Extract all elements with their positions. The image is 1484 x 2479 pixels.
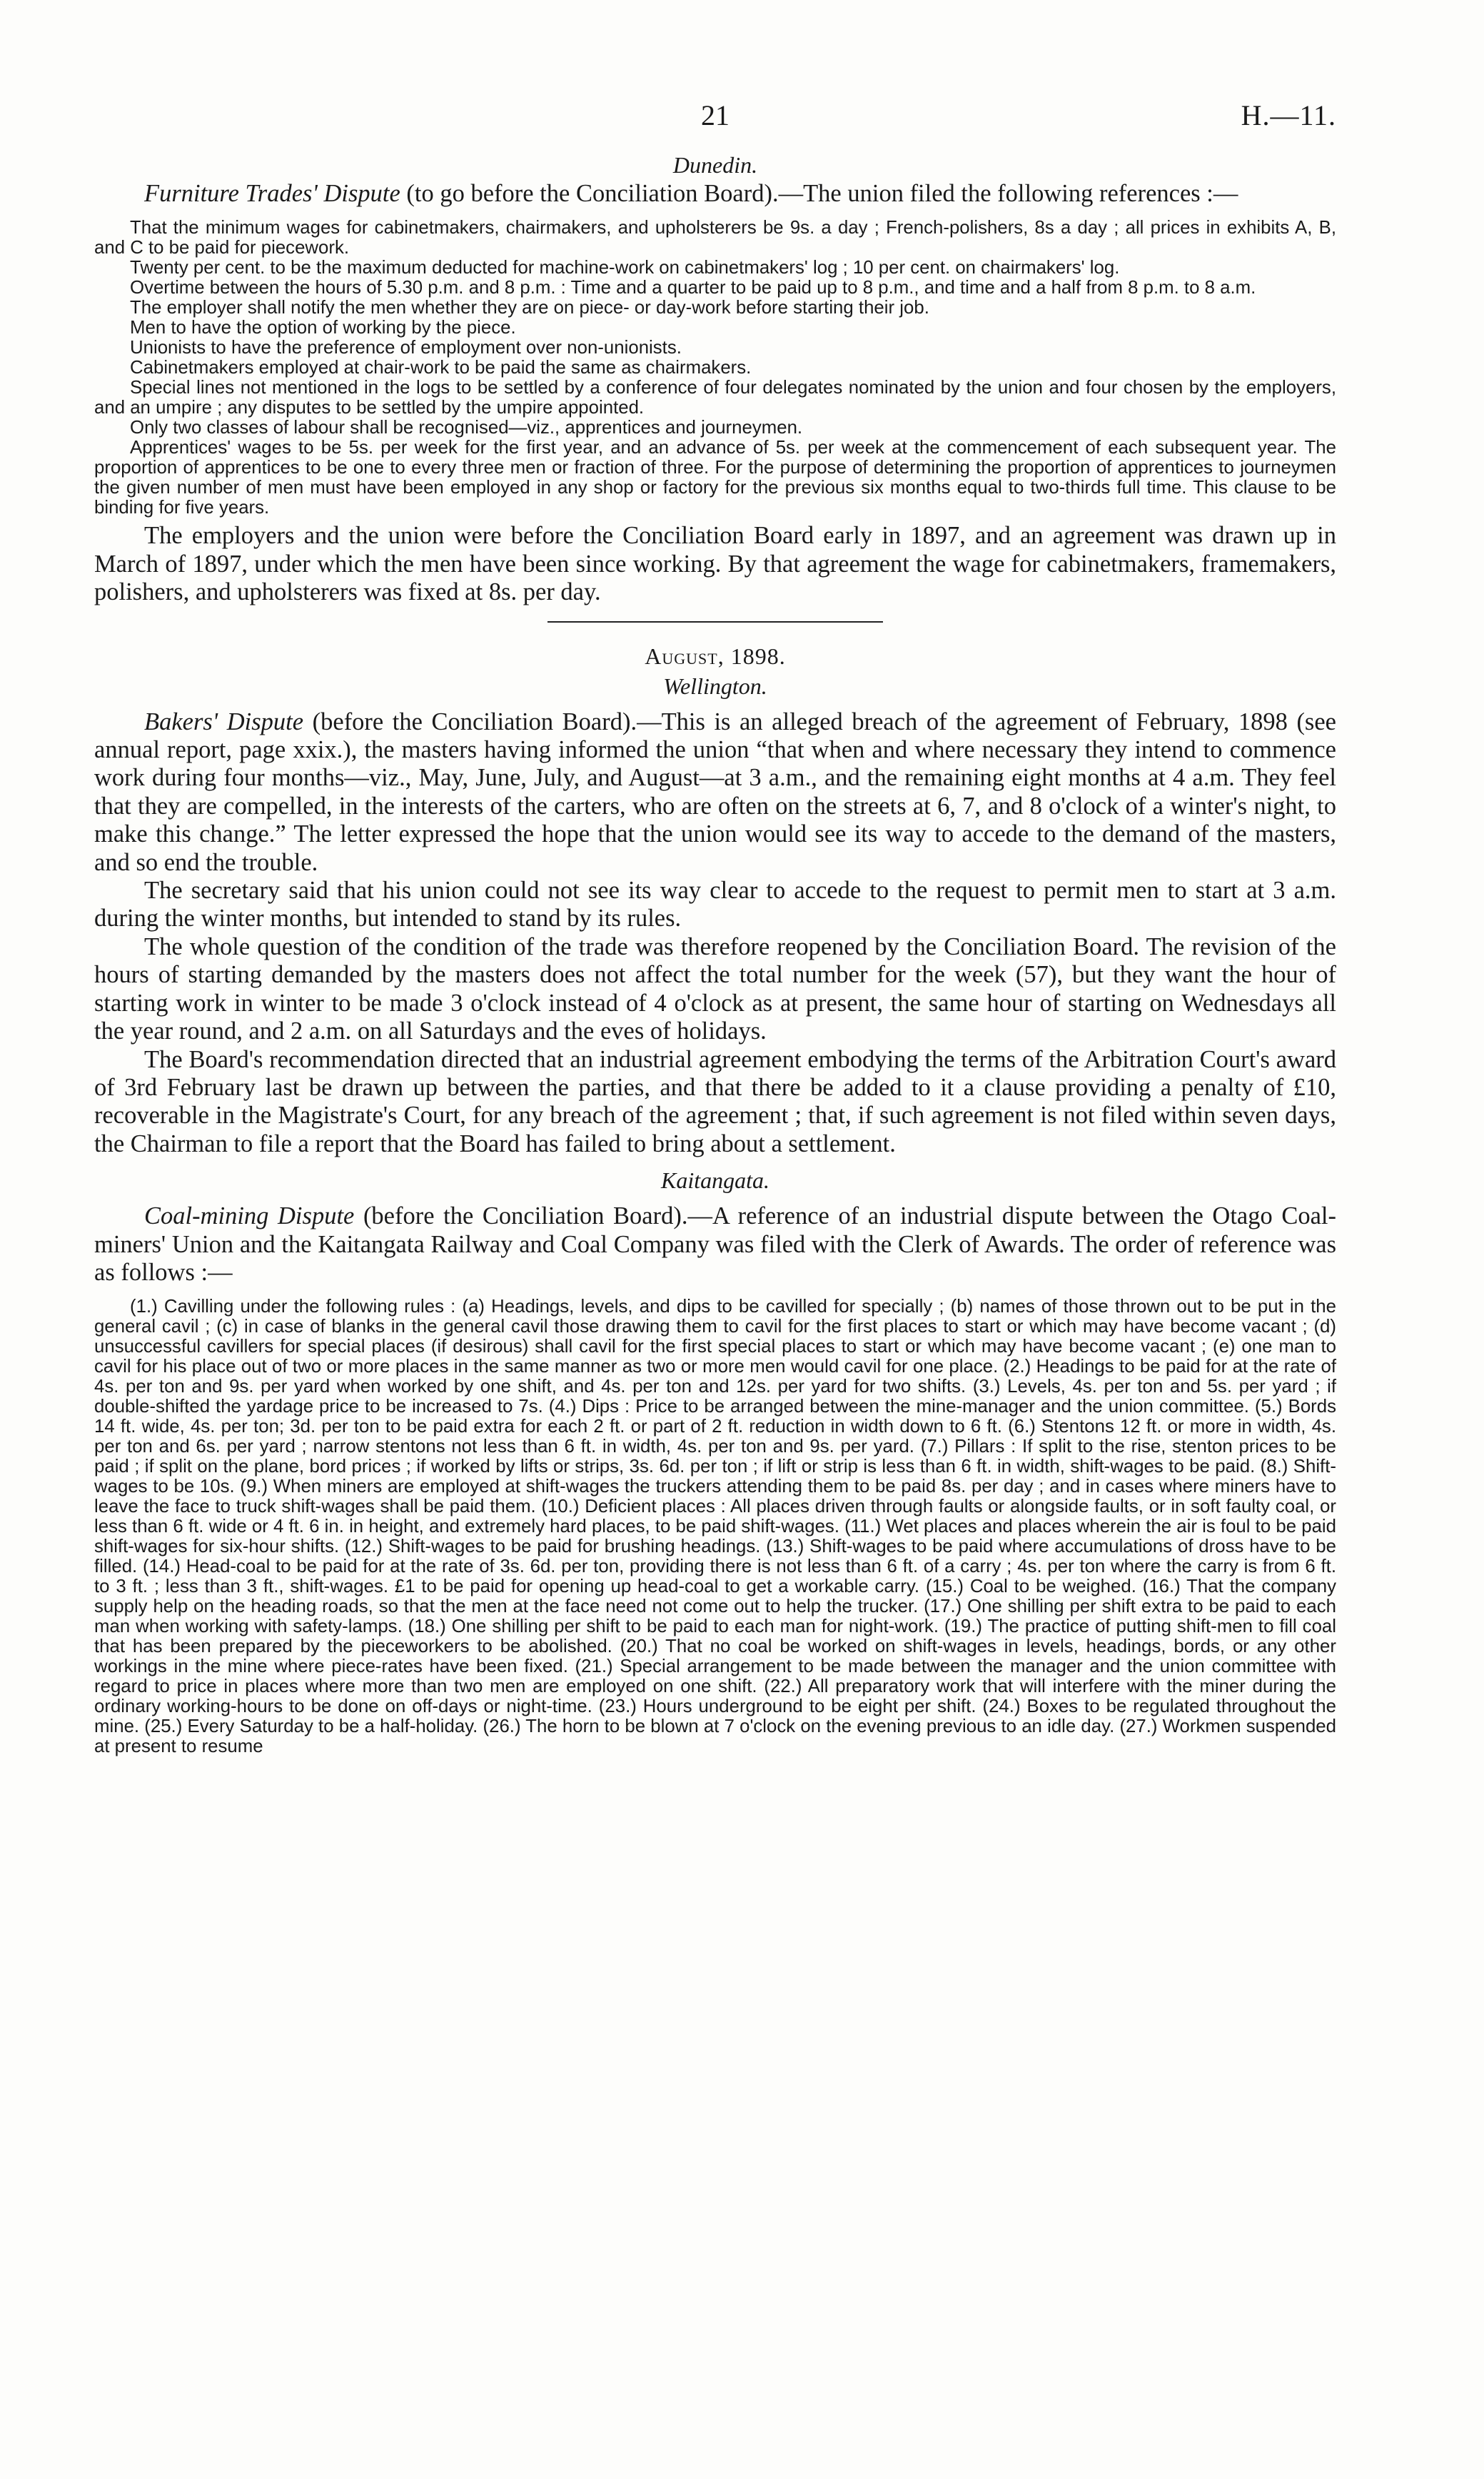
bakers-dispute-paragraph — [94, 708, 1336, 877]
reference-item: Apprentices' wages to be 5s. per week for the first year, and an advance of 5s. per week at the commencement of each subsequent year. The proportion of apprentices to be one to every three men or fraction of three. For the purpose of determining the proportion of apprentices to journeymen the given number of men must have been employed in any shop or factory for the previous six months equal to two-thirds full time. This clause to be binding for five years. — [94, 438, 1336, 518]
furniture-dispute-text: (to go before the Conciliation Board).—The union filed the following references :— — [400, 180, 1238, 207]
section-month-heading: August, 1898. — [645, 643, 786, 669]
bakers-dispute-label: Bakers' Dispute — [144, 708, 304, 735]
order-of-reference — [94, 1297, 1336, 1756]
furniture-dispute-label: Furniture Trades' Dispute — [144, 180, 400, 207]
section-place-wellington: Wellington. — [663, 673, 767, 699]
board-recommendation-paragraph: The Board's recommendation directed that an industrial agreement embodying the terms of the Arbitration Court's award of 3rd February last be drawn up between the parties, and that there be added to it a clause providing a penalty of £10, recoverable in the Magistrate's Court, for any breach of the agreement ; that, if such agreement is not filed within seven days, the Chairman to file a report that the Board has failed to bring about a settlement. — [94, 1045, 1336, 1157]
reference-item: Twenty per cent. to be the maximum deducted for machine-work on cabinetmakers' log ; 10 per cent. on chairmakers' log. — [130, 258, 1120, 278]
section-place-dunedin: Dunedin. — [672, 152, 758, 178]
order-of-reference-text: (1.) Cavilling under the following rules : (a) Headings, levels, and dips to be cavilled for specially ; (b) names of those thrown out to be put in the general cavil ; (c) in case of blanks in the general cavil those drawing them to cavil for the first places to start or which may have become vacant ; (d) unsuccessful cavillers for special places (if desirous) shall cavil for the first special places to start or which may have become vacant ; (e) one man to cavil for his place out of two or more places in the same manner as two or more men would cavil for one place. (2.) Headings to be paid for at the rate of 4s. per ton and 9s. per yard when worked by one shift, and 4s. per ton and 12s. per yard for two shifts. (3.) Levels, 4s. per ton and 5s. per yard ; if double-shifted the yardage price to be increased to 7s. (4.) Dips : Price to be arranged between the mine-manager and the union committee. (5.) Bords 14 ft. wide, 4s. per ton; 3d. per ton to be paid extra for each 2 ft. or part of 2 ft. reduction in width down to 6 ft. (6.) Stentons 12 ft. or more in width, 4s. per ton and 6s. per yard ; narrow stentons not less than 6 ft. in width, 4s. per ton and 9s. per yard. (7.) Pillars : If split to the rise, stenton prices to be paid ; if split on the plane, bord prices ; if worked by lifts or strips, 3s. 6d. per ton ; if lift or strip is less than 6 ft. in width, shift-wages to be paid. (8.) Shift-wages to be 10s. (9.) When miners are employed at shift-wages the truckers attending them to be paid 8s. per day ; and in cases where miners have to leave the face to truck shift-wages shall be paid them. (10.) Deficient places : All places driven through faults or alongside faults, or in soft faulty coal, or less than 6 ft. wide or 4 ft. 6 in. in height, and extremely hard places, to be paid shift-wages. (11.) Wet places and places wherein the air is foul to be paid shift-wages for six-hour shifts. (12.) Shift-wages to be paid for brushing headings. (13.) Shift-wages to be paid where accumulations of dross have to be filled. (14.) Head-coal to be paid for at the rate of 3s. 6d. per ton, providing there is not less than 6 ft. of a carry ; 4s. per ton where the carry is from 6 ft. to 3 ft. ; less than 3 ft., shift-wages. £1 to be paid for opening up head-coal to get a workable carry. (15.) Coal to be weighed. (16.) That the company supply help on the heading roads, so that the men at the face need not come out to help the trucker. (17.) One shilling per shift extra to be paid to each man when working with safety-lamps. (18.) One shilling per shift to be paid to each man for night-work. (19.) The practice of putting shift-men to fill coal that has been prepared by the pieceworkers to be abolished. (20.) That no coal be worked on shift-wages in levels, headings, bords, or any other workings in the mine where piece-rates have been fixed. (21.) Special arrangement to be made between the manager and the union committee with regard to price in places where more than two men are employed on one shift. (22.) All preparatory work that will interfere with the miner during the ordinary working-hours to be done on off-days or night-time. (23.) Hours underground to be eight per shift. (24.) Boxes to be regulated throughout the mine. (25.) Every Saturday to be a half-holiday. (26.) The horn to be blown at 7 o'clock on the evening previous to an idle day. (27.) Workmen suspended at present to resume — [94, 1297, 1336, 1757]
reference-item: The employer shall notify the men whether they are on piece- or day-work before starting their job. — [130, 298, 929, 318]
bakers-dispute-text: (before the Conciliation Board).—This is an alleged breach of the agreement of February, 1898 (see annual report, page xxix.), the masters having informed the union “that when and where necessary they intend to commence work during four months—viz., May, June, July, and August—at 3 a.m., and the remaining eight months at 4 a.m. They feel that they are compelled, in the interests of the carters, who are often on the streets at 6, 7, and 8 o'clock of a winter's night, to make this change.” The letter expressed the hope that the union would see its way to accede to the demand of the masters, and so end the trouble. — [94, 708, 1336, 876]
reference-item: Special lines not mentioned in the logs to be settled by a conference of four delegates nominated by the union and four chosen by the employers, and an umpire ; any disputes to be settled by the umpire appointed. — [94, 378, 1336, 418]
page-number: 21 — [701, 99, 730, 131]
reference-item: Cabinetmakers employed at chair-work to be paid the same as chairmakers. — [130, 358, 752, 378]
furniture-dispute-closing: The employers and the union were before the Conciliation Board early in 1897, and an agreement was drawn up in March of 1897, under which the men have been since working. By that agreement the wage for cabinetmakers, framemakers, polishers, and upholsterers was fixed at 8s. per day. — [94, 522, 1336, 606]
reference-item: That the minimum wages for cabinetmakers, chairmakers, and upholsterers be 9s. a day ; French-polishers, 8s a day ; all prices in exhibits A, B, and C to be paid for piecework. — [94, 218, 1336, 258]
secretary-paragraph: The secretary said that his union could not see its way clear to accede to the request to permit men to start at 3 a.m. during the winter months, but intended to stand by its rules. — [94, 877, 1336, 932]
furniture-dispute-intro — [94, 180, 1336, 208]
coal-mining-dispute-text: (before the Conciliation Board).—A reference of an industrial dispute between the Otago Coal-miners' Union and the Kaitangata Railway and Coal Company was filed with the Clerk of Awards. The order of reference was as follows :— — [94, 1202, 1336, 1286]
section-divider — [547, 621, 883, 623]
reference-item: Only two classes of labour shall be recognised—viz., apprentices and journeymen. — [130, 418, 803, 438]
trade-condition-paragraph: The whole question of the condition of the trade was therefore reopened by the Conciliation Board. The revision of the hours of starting demanded by the masters does not affect the total number for the week (57), but they want the hour of starting work in winter to be made 3 o'clock instead of 4 o'clock as at present, the same hour of starting on Wednesdays all the year round, and 2 a.m. on all Saturdays and the eves of holidays. — [94, 932, 1336, 1045]
section-place-kaitangata: Kaitangata. — [660, 1167, 769, 1194]
coal-mining-dispute-intro — [94, 1202, 1336, 1287]
document-reference: H.—11. — [1241, 99, 1336, 131]
page-header — [94, 99, 1336, 150]
coal-mining-dispute-label: Coal-mining Dispute — [144, 1202, 355, 1230]
page-content — [94, 99, 1336, 1761]
reference-item: Men to have the option of working by the piece. — [130, 318, 516, 338]
reference-item: Overtime between the hours of 5.30 p.m. and 8 p.m. : Time and a quarter to be paid up to 8 p.m., and time and a half from 8 p.m. to 8 a.m. — [130, 278, 1256, 298]
union-references-list — [94, 218, 1336, 518]
reference-item: Unionists to have the preference of employment over non-unionists. — [130, 338, 682, 358]
